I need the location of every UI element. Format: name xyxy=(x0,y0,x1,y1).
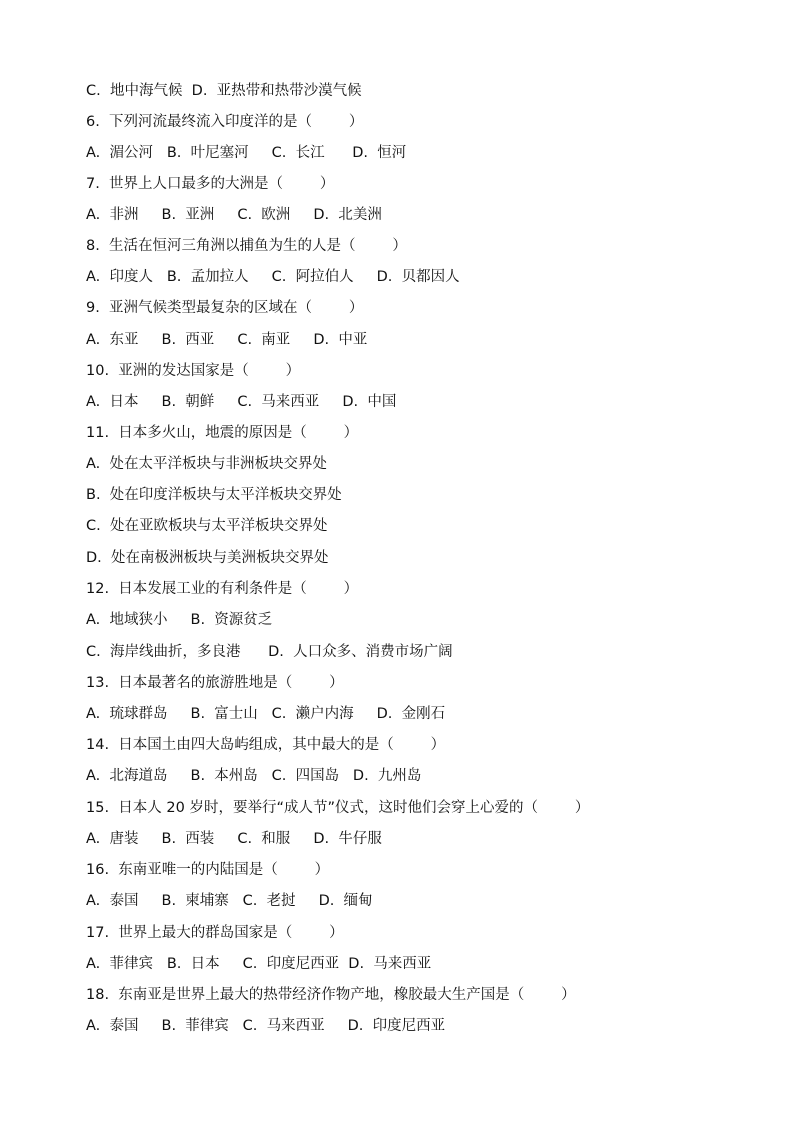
question-line: 18. 东南亚是世界上最大的热带经济作物产地，橡胶最大生产国是（ ） xyxy=(86,987,576,1003)
question-line: 15. 日本人 20 岁时，要举行“成人节”仪式，这时他们会穿上心爱的（ ） xyxy=(86,800,590,816)
option-line: D. 处在南极洲板块与美洲板块交界处 xyxy=(86,550,329,566)
option-line: A. 非洲 B. 亚洲 C. 欧洲 D. 北美洲 xyxy=(86,207,382,223)
option-line: A. 日本 B. 朝鲜 C. 马来西亚 D. 中国 xyxy=(86,394,397,410)
question-line: 10. 亚洲的发达国家是（ ） xyxy=(86,363,301,379)
question-line: 14. 日本国土由四大岛屿组成，其中最大的是（ ） xyxy=(86,737,446,753)
option-line: A. 泰国 B. 菲律宾 C. 马来西亚 D. 印度尼西亚 xyxy=(86,1018,446,1034)
option-line: A. 湄公河 B. 叶尼塞河 C. 长江 D. 恒河 xyxy=(86,145,407,161)
question-line: 7. 世界上人口最多的大洲是（ ） xyxy=(86,176,335,192)
question-line: 8. 生活在恒河三角洲以捕鱼为生的人是（ ） xyxy=(86,238,407,254)
option-line: A. 泰国 B. 柬埔寨 C. 老挝 D. 缅甸 xyxy=(86,893,373,909)
question-line: 13. 日本最著名的旅游胜地是（ ） xyxy=(86,675,344,691)
option-line: A. 北海道岛 B. 本州岛 C. 四国岛 D. 九州岛 xyxy=(86,768,422,784)
option-line: A. 东亚 B. 西亚 C. 南亚 D. 中亚 xyxy=(86,332,368,348)
option-line: C. 地中海气候 D. 亚热带和热带沙漠气候 xyxy=(86,83,362,99)
option-line: A. 印度人 B. 孟加拉人 C. 阿拉伯人 D. 贝都因人 xyxy=(86,269,460,285)
option-line: A. 菲律宾 B. 日本 C. 印度尼西亚 D. 马来西亚 xyxy=(86,956,432,972)
question-line: 16. 东南亚唯一的内陆国是（ ） xyxy=(86,862,330,878)
question-line: 17. 世界上最大的群岛国家是（ ） xyxy=(86,925,344,941)
option-line: C. 处在亚欧板块与太平洋板块交界处 xyxy=(86,518,328,534)
question-line: 6. 下列河流最终流入印度洋的是（ ） xyxy=(86,114,364,130)
question-line: 12. 日本发展工业的有利条件是（ ） xyxy=(86,581,359,597)
option-line: C. 海岸线曲折，多良港 D. 人口众多、消费市场广阔 xyxy=(86,644,453,660)
option-line: A. 唐装 B. 西装 C. 和服 D. 牛仔服 xyxy=(86,831,382,847)
option-line: A. 琉球群岛 B. 富士山 C. 濑户内海 D. 金刚石 xyxy=(86,706,446,722)
question-line: 11. 日本多火山，地震的原因是（ ） xyxy=(86,425,359,441)
option-line: B. 处在印度洋板块与太平洋板块交界处 xyxy=(86,487,342,503)
option-line: A. 地域狭小 B. 资源贫乏 xyxy=(86,612,273,628)
option-line: A. 处在太平洋板块与非洲板块交界处 xyxy=(86,456,327,472)
question-line: 9. 亚洲气候类型最复杂的区域在（ ） xyxy=(86,300,364,316)
